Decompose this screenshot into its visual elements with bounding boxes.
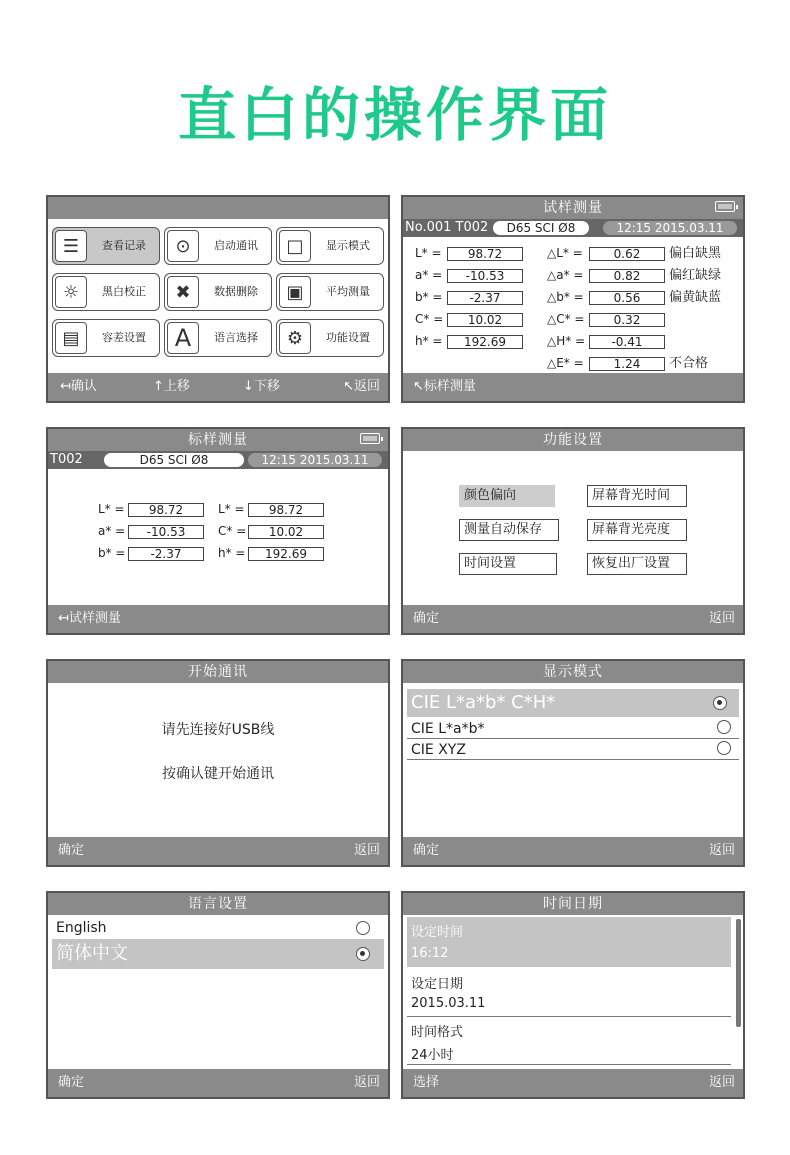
delta-row — [547, 289, 721, 305]
value-row — [98, 523, 204, 539]
title-bar — [403, 893, 743, 915]
color-bias-option[interactable]: 颜色偏向 — [459, 485, 555, 507]
delta-row — [547, 333, 669, 349]
screen-title: 功能设置 — [543, 432, 603, 448]
value-key: a* = — [415, 268, 443, 282]
select-button[interactable]: 选择 — [413, 1075, 440, 1090]
delta-row — [547, 355, 708, 371]
time-format-item[interactable] — [407, 1021, 731, 1065]
battery-icon — [715, 201, 735, 212]
radio-selected-icon — [356, 947, 370, 961]
menu-label: 数据删除 — [214, 285, 258, 298]
language-screen — [46, 891, 390, 1099]
antenna-icon: ⊙ — [167, 230, 199, 262]
view-records-button[interactable] — [52, 227, 160, 265]
title-bar — [48, 661, 388, 683]
delta-box: 0.62 — [589, 247, 665, 261]
sample-id: T002 — [50, 452, 83, 467]
function-settings-screen — [401, 427, 745, 635]
item-value: 16:12 — [411, 946, 449, 961]
set-date-item[interactable] — [407, 971, 731, 1017]
value-row — [415, 333, 523, 349]
value-box: -2.37 — [447, 291, 523, 305]
option-label: 简体中文 — [56, 943, 128, 964]
delta-row — [547, 245, 721, 261]
menu-label: 平均测量 — [326, 285, 370, 298]
footer-bar — [48, 373, 388, 401]
delta-note: 偏黄缺蓝 — [669, 290, 722, 305]
up-button[interactable]: ↑上移 — [153, 379, 190, 394]
value-row — [218, 523, 324, 539]
usb-instruction: 请先连接好USB线 — [161, 722, 275, 738]
set-time-item[interactable] — [407, 917, 731, 967]
item-label: 设定时间 — [411, 925, 464, 940]
delta-box: 0.32 — [589, 313, 665, 327]
tolerance-settings-button[interactable] — [52, 319, 160, 357]
scrollbar[interactable] — [736, 919, 741, 1027]
menu-label: 显示模式 — [326, 239, 370, 252]
menu-label: 黑白校正 — [102, 285, 146, 298]
delta-box: 0.56 — [589, 291, 665, 305]
delta-note: 偏白缺黑 — [669, 246, 722, 261]
confirm-button[interactable]: 确定 — [413, 611, 440, 626]
display-mode-screen — [401, 659, 745, 867]
delta-key: △L* = — [547, 246, 583, 260]
menu-label: 容差设置 — [102, 331, 146, 344]
confirm-button[interactable]: 确定 — [58, 1075, 85, 1090]
stack-icon: ▤ — [55, 322, 87, 354]
footer-bar — [48, 837, 388, 865]
value-row — [98, 545, 204, 561]
menu-label: 查看记录 — [102, 239, 146, 252]
title-bar — [48, 893, 388, 915]
radio-icon — [356, 921, 370, 935]
display-mode-button[interactable] — [276, 227, 384, 265]
footer-bar — [403, 1069, 743, 1097]
back-button[interactable]: 返回 — [353, 843, 380, 858]
option-lab[interactable] — [407, 719, 739, 739]
value-box: 10.02 — [447, 313, 523, 327]
back-button[interactable]: 返回 — [708, 1075, 735, 1090]
delta-note: 偏红缺绿 — [669, 268, 722, 283]
battery-icon — [360, 433, 380, 444]
footer-bar — [403, 605, 743, 633]
sample-measure-screen — [401, 195, 745, 403]
value-row — [415, 245, 523, 261]
title-bar — [48, 197, 388, 219]
value-key: L* = — [98, 502, 125, 516]
main-menu-screen — [46, 195, 390, 403]
item-label: 设定日期 — [411, 977, 464, 992]
value-row — [218, 545, 324, 561]
record-icon: ☰ — [55, 230, 87, 262]
datetime-screen — [401, 891, 745, 1099]
delta-key: △H* = — [547, 334, 586, 348]
time-settings-option[interactable]: 时间设置 — [459, 553, 557, 575]
value-key: b* = — [415, 290, 443, 304]
item-value: 24小时 — [411, 1048, 454, 1063]
title-bar — [403, 661, 743, 683]
back-button[interactable]: ↖返回 — [343, 379, 380, 394]
value-row — [98, 501, 204, 517]
item-label: 时间格式 — [411, 1025, 464, 1040]
backlight-brightness-option[interactable]: 屏幕背光亮度 — [587, 519, 687, 541]
value-box: 98.72 — [128, 503, 204, 517]
screen-title: 标样测量 — [188, 432, 248, 448]
backlight-time-option[interactable]: 屏幕背光时间 — [587, 485, 687, 507]
gear-icon: ⚙ — [279, 322, 311, 354]
delta-row — [547, 267, 721, 283]
confirm-button[interactable]: ↤确认 — [60, 379, 97, 394]
delta-box: -0.41 — [589, 335, 665, 349]
language-select-button[interactable] — [164, 319, 272, 357]
windows-icon: □ — [279, 230, 311, 262]
delta-key: △E* = — [547, 356, 584, 370]
value-box: -10.53 — [128, 525, 204, 539]
screen-title: 显示模式 — [543, 664, 603, 680]
value-key: L* = — [218, 502, 245, 516]
value-key: a* = — [98, 524, 126, 538]
value-box: 192.69 — [447, 335, 523, 349]
screen-title: 时间日期 — [543, 896, 603, 912]
back-button[interactable]: 返回 — [708, 611, 735, 626]
condition-badge: D65 SCI Ø8 — [104, 453, 244, 467]
value-key: L* = — [415, 246, 442, 260]
value-row — [415, 267, 523, 283]
delete-data-button[interactable] — [164, 273, 272, 311]
delta-note: 不合格 — [669, 356, 709, 371]
auto-save-option[interactable]: 测量自动保存 — [459, 519, 559, 541]
option-xyz[interactable] — [407, 740, 739, 760]
value-key: C* = — [415, 312, 444, 326]
menu-label: 功能设置 — [326, 331, 370, 344]
option-label: English — [56, 920, 107, 936]
start-communication-button[interactable] — [164, 227, 272, 265]
radio-selected-icon — [713, 696, 727, 710]
value-row — [218, 501, 324, 517]
communication-screen — [46, 659, 390, 867]
function-settings-button[interactable] — [276, 319, 384, 357]
value-key: C* = — [218, 524, 247, 538]
menu-label: 启动通讯 — [214, 239, 258, 252]
footer-bar — [403, 837, 743, 865]
info-bar — [403, 219, 743, 237]
radio-icon — [717, 741, 731, 755]
delta-box: 1.24 — [589, 357, 665, 371]
menu-label: 语言选择 — [214, 331, 258, 344]
option-label: CIE XYZ — [411, 742, 466, 758]
factory-reset-option[interactable]: 恢复出厂设置 — [587, 553, 687, 575]
value-box: -10.53 — [447, 269, 523, 283]
delta-box: 0.82 — [589, 269, 665, 283]
value-box: 98.72 — [447, 247, 523, 261]
datetime-badge: 12:15 2015.03.11 — [248, 453, 382, 467]
title-bar — [48, 429, 388, 451]
screen-title: 试样测量 — [543, 200, 603, 216]
value-box: -2.37 — [128, 547, 204, 561]
frame-icon: ▣ — [279, 276, 311, 308]
value-row — [415, 289, 523, 305]
letter-a-icon: A — [167, 322, 199, 354]
datetime-badge: 12:15 2015.03.11 — [603, 221, 737, 235]
title-bar — [403, 429, 743, 451]
title-bar — [403, 197, 743, 219]
item-value: 2015.03.11 — [411, 996, 486, 1011]
value-row — [415, 311, 523, 327]
confirm-button[interactable]: 确定 — [58, 843, 85, 858]
value-box: 192.69 — [248, 547, 324, 561]
option-chinese[interactable] — [52, 939, 384, 969]
delta-key: △C* = — [547, 312, 585, 326]
condition-badge: D65 SCI Ø8 — [493, 221, 589, 235]
value-key: h* = — [218, 546, 246, 560]
standard-measure-button[interactable]: ↖标样测量 — [413, 379, 476, 394]
delete-icon: ✖ — [167, 276, 199, 308]
value-key: h* = — [415, 334, 443, 348]
option-lab-ch[interactable] — [407, 689, 739, 717]
option-label: CIE L*a*b* C*H* — [411, 692, 556, 713]
back-button[interactable]: 返回 — [708, 843, 735, 858]
footer-bar — [48, 605, 388, 633]
confirm-button[interactable]: 确定 — [413, 843, 440, 858]
confirm-instruction: 按确认键开始通讯 — [162, 766, 274, 782]
sample-id: No.001 T002 — [405, 220, 489, 235]
footer-bar — [48, 1069, 388, 1097]
delta-row — [547, 311, 669, 327]
radio-icon — [717, 720, 731, 734]
standard-measure-screen — [46, 427, 390, 635]
black-white-calibration-button[interactable] — [52, 273, 160, 311]
sun-icon: ☼ — [55, 276, 87, 308]
back-button[interactable]: 返回 — [353, 1075, 380, 1090]
value-box: 10.02 — [248, 525, 324, 539]
screen-title: 开始通讯 — [188, 664, 248, 680]
info-bar — [48, 451, 388, 469]
value-box: 98.72 — [248, 503, 324, 517]
screen-title: 语言设置 — [188, 896, 248, 912]
footer-bar — [403, 373, 743, 401]
delta-key: △a* = — [547, 268, 584, 282]
value-key: b* = — [98, 546, 126, 560]
delta-key: △b* = — [547, 290, 584, 304]
option-label: CIE L*a*b* — [411, 721, 485, 737]
option-english[interactable] — [52, 917, 384, 939]
average-measurement-button[interactable] — [276, 273, 384, 311]
down-button[interactable]: ↓下移 — [243, 379, 280, 394]
sample-measure-button[interactable]: ↤试样测量 — [58, 611, 121, 626]
headline: 直白的操作界面 — [177, 81, 612, 149]
